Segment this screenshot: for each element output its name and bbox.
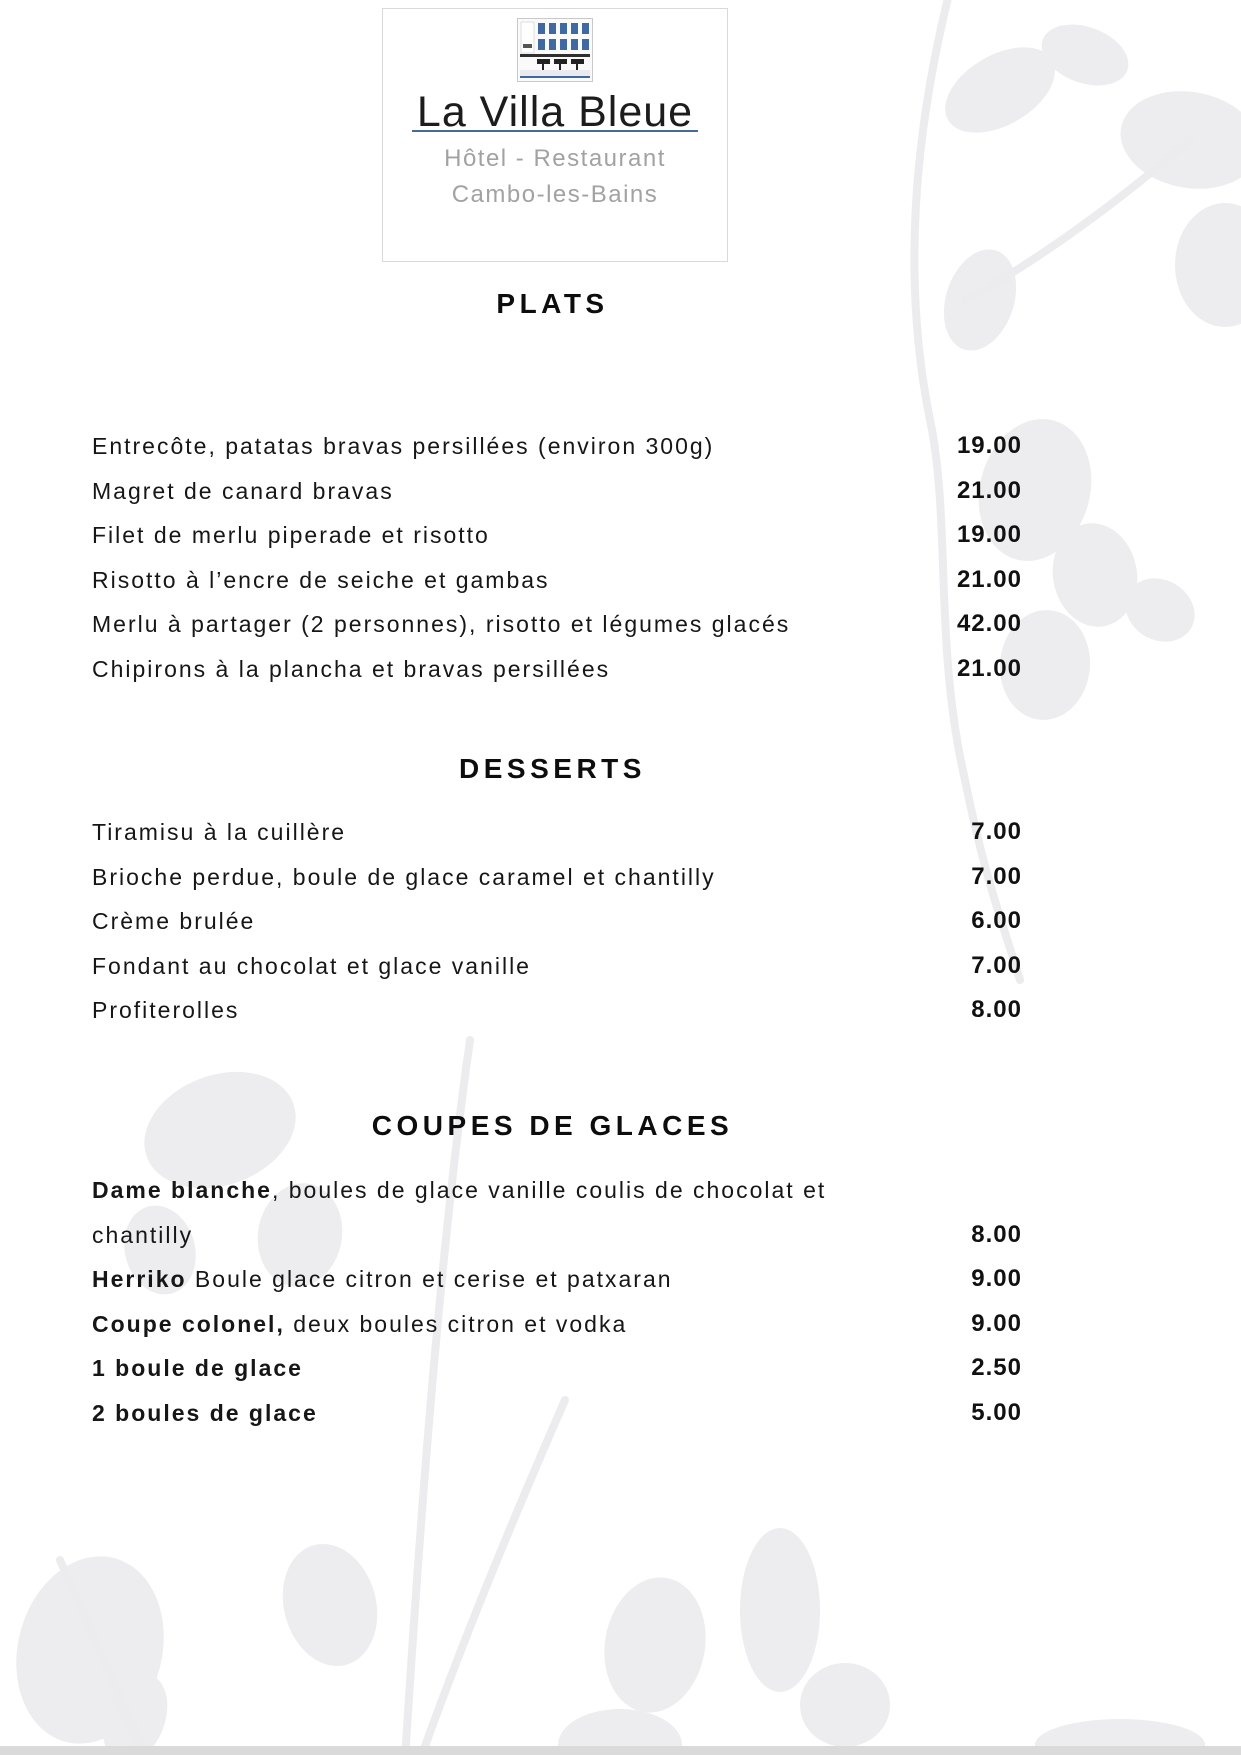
menu-item-name: Coupe colonel, deux boules citron et vodka (92, 1310, 628, 1337)
menu-item-row (92, 513, 1073, 558)
menu-item-name: Filet de merlu piperade et risotto (92, 522, 490, 549)
menu-item-row (92, 988, 1073, 1033)
menu-item-name: Risotto à l’encre de seiche et gambas (92, 566, 550, 593)
section-title-plats: PLATS (496, 288, 609, 319)
section-title-coupes-de-glaces: COUPES DE GLACES (371, 1110, 734, 1141)
menu-item-price: 7.00 (971, 862, 1022, 890)
section-plats (92, 286, 1073, 692)
section-rows-coupes-de-glaces (92, 1168, 1073, 1436)
section-rows-desserts (92, 810, 1073, 1033)
menu-item-price: 6.00 (971, 907, 1022, 935)
menu-item-name: 2 boules de glace (92, 1399, 318, 1426)
menu-item-price: 8.00 (971, 1220, 1022, 1248)
restaurant-logo (382, 8, 728, 262)
menu-item-row (92, 558, 1073, 603)
logo-title: La Villa Bleue (416, 88, 694, 136)
menu-item-row (92, 1302, 1073, 1347)
menu-item-price: 2.50 (971, 1354, 1022, 1382)
menu-item-row (92, 1168, 1073, 1257)
menu-item-price: 9.00 (971, 1265, 1022, 1293)
menu-item-name: Crème brulée (92, 908, 256, 935)
menu-item-name: Dame blanche, boules de glace vanille coulis de chocolat et chantilly (92, 1177, 827, 1248)
menu-item-price: 19.00 (956, 521, 1022, 549)
menu-item-name: Brioche perdue, boule de glace caramel et chantilly (92, 863, 716, 890)
menu-item-price: 19.00 (956, 432, 1022, 459)
menu-item-price: 7.00 (971, 818, 1022, 845)
menu-item-name: 1 boule de glace (92, 1355, 303, 1382)
section-rows-plats (92, 424, 1073, 692)
menu-item-price: 9.00 (971, 1309, 1022, 1337)
menu-item-price: 5.00 (971, 1398, 1022, 1426)
menu-item-price: 42.00 (956, 610, 1022, 638)
menu-item-row (92, 1346, 1073, 1391)
menu-item-row (92, 855, 1073, 900)
hotel-building-icon (517, 18, 593, 82)
menu-item-price: 7.00 (971, 951, 1022, 979)
menu-item-row (92, 424, 1073, 469)
menu-item-row (92, 1257, 1073, 1302)
section-title-desserts: DESSERTS (459, 753, 646, 784)
menu-item-row (92, 810, 1073, 855)
menu-item-price: 21.00 (956, 476, 1022, 504)
menu-item-name: Fondant au chocolat et glace vanille (92, 952, 531, 979)
menu-item-price: 21.00 (956, 654, 1022, 682)
menu-item-row (92, 602, 1073, 647)
menu-item-name: Profiterolles (92, 997, 240, 1024)
menu-item-name: Herriko Boule glace citron et cerise et patxaran (92, 1266, 673, 1293)
logo-subtitle-hotel-restaurant: Hôtel - Restaurant (444, 145, 666, 172)
menu-item-row (92, 899, 1073, 944)
menu-item-row (92, 944, 1073, 989)
menu-item-name: Tiramisu à la cuillère (92, 819, 347, 845)
menu-item-name: Merlu à partager (2 personnes), risotto et légumes glacés (92, 611, 791, 638)
menu-item-price: 8.00 (971, 996, 1022, 1024)
menu-item-name: Entrecôte, patatas bravas persillées (environ 300g) (92, 433, 715, 459)
menu-item-row (92, 1391, 1073, 1436)
menu-item-row (92, 469, 1073, 514)
menu-item-name: Chipirons à la plancha et bravas persillées (92, 655, 611, 682)
section-coupes-de-glaces (92, 1108, 1073, 1436)
logo-subtitle-city: Cambo-les-Bains (451, 181, 659, 208)
menu-item-name: Magret de canard bravas (92, 477, 394, 504)
menu-item-price: 21.00 (956, 565, 1022, 593)
section-desserts (92, 751, 1073, 1033)
menu-item-row (92, 647, 1073, 692)
